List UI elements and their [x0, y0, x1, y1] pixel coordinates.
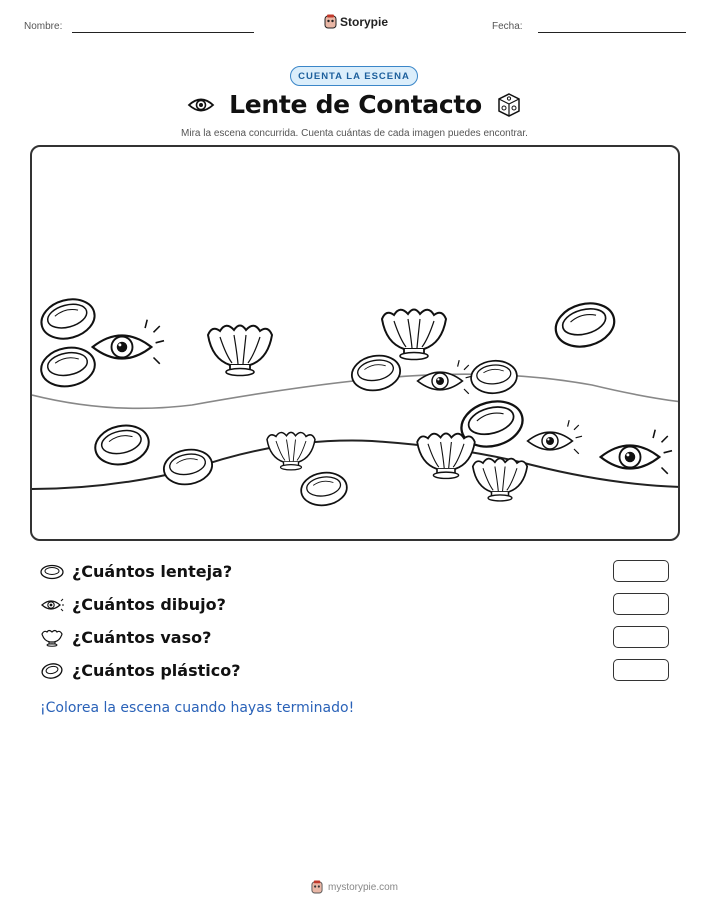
lens-object [299, 470, 349, 508]
cup-object [267, 432, 315, 470]
question-row [40, 628, 211, 647]
eye-object [418, 360, 472, 394]
cup-object [208, 326, 272, 376]
question-text: ¿Cuántos lenteja? [72, 562, 233, 581]
brand-logo [324, 14, 388, 29]
question-text: ¿Cuántos vaso? [72, 628, 212, 647]
eye-object [93, 320, 164, 364]
lens-object [92, 421, 153, 469]
lens-object [551, 297, 619, 353]
cup-object [382, 310, 446, 360]
page-title: Lente de Contacto [229, 90, 482, 119]
cup-icon [40, 629, 64, 647]
eye-icon [40, 597, 64, 613]
question-text: ¿Cuántos plástico? [72, 661, 241, 680]
answer-box[interactable] [613, 626, 669, 648]
answer-box[interactable] [613, 593, 669, 615]
question-text: ¿Cuántos dibujo? [72, 595, 226, 614]
brand-name: Storypie [340, 14, 389, 29]
cup-object [473, 458, 527, 501]
question-row [40, 661, 240, 680]
cube-icon [496, 92, 522, 118]
instructions: Mira la escena concurrida. Cuenta cuántas de cada imagen puedes encontrar. [181, 128, 528, 139]
lens-object [37, 294, 99, 345]
color-instruction: ¡Colorea la escena cuando hayas terminado! [40, 700, 355, 716]
question-row [40, 595, 226, 614]
question-row [40, 562, 232, 581]
storypie-mascot-icon [311, 880, 323, 894]
footer [0, 880, 709, 894]
eye-icon [187, 96, 215, 114]
activity-badge: CUENTA LA ESCENA [290, 66, 418, 86]
answer-box[interactable] [613, 560, 669, 582]
name-line[interactable] [72, 32, 254, 33]
plastic-lens-icon [40, 663, 64, 679]
counting-scene[interactable] [30, 145, 680, 541]
cup-object [417, 433, 475, 478]
eye-object [528, 420, 582, 454]
scene-drawing [32, 147, 680, 541]
name-label: Nombre: [24, 21, 63, 32]
answer-box[interactable] [613, 659, 669, 681]
footer-url[interactable]: mystorypie.com [327, 881, 398, 893]
lens-icon [40, 564, 64, 580]
eye-object [601, 430, 672, 474]
date-line[interactable] [538, 32, 686, 33]
lens-object [38, 344, 98, 391]
lens-object [161, 446, 215, 488]
storypie-mascot-icon [324, 14, 337, 29]
lens-object [349, 352, 403, 394]
lens-object [470, 359, 519, 395]
title-row [0, 90, 709, 119]
date-label: Fecha: [492, 21, 523, 32]
